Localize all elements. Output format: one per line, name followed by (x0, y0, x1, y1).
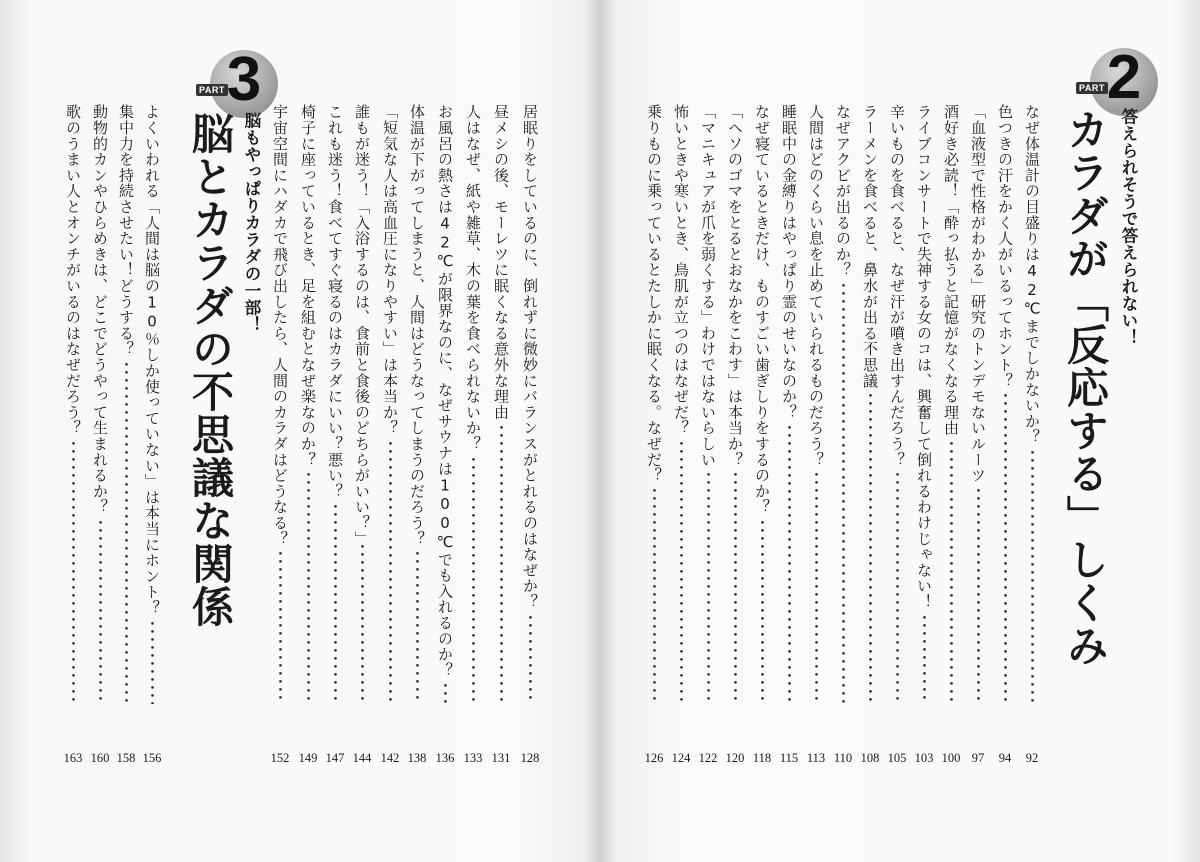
toc-entry-title: 睡眠中の金縛りはやっぱり霊のせいなのか？ ・・・・・・・・・・・・・・・・・・・・・・・・・・・・・・・・・・・・・・・・・・・・・・・・・・・・・・・・・・・・ (777, 104, 801, 704)
toc-entry (885, 104, 909, 772)
part-label: PART (1076, 82, 1108, 94)
toc-entry (433, 104, 457, 772)
part-title: 脳とカラダの不思議な関係 (186, 112, 235, 628)
toc-entry (378, 104, 402, 772)
right-page (602, 0, 1200, 862)
toc-entry-page: 108 (860, 751, 880, 765)
toc-entry-page: 110 (833, 751, 853, 765)
toc-entry (518, 104, 542, 772)
toc-entry-title: お風呂の熱さは42℃が限界なのに、なぜサウナは100℃でも入れるのか？ ・・・・・・・・・・・・・・・・・・・・・・・・・・・・・・・・・・・・・・・・・・・・・・・・・・・・・・・・・・・・ (433, 104, 457, 704)
toc-entry-title: なぜ体温計の目盛りは42℃までしかないか？ ・・・・・・・・・・・・・・・・・・・・・・・・・・・・・・・・・・・・・・・・・・・・・・・・・・・・・・・・・・・・ (1020, 104, 1044, 704)
toc-entry-page: 152 (270, 751, 290, 765)
toc-entry-page: 136 (435, 751, 455, 765)
toc-entry (405, 104, 429, 772)
toc-entry-page: 122 (698, 751, 718, 765)
toc-entry-title: 誰もが迷う！「入浴するのは、食前と食後のどちらがいい？」 ・・・・・・・・・・・・・・・・・・・・・・・・・・・・・・・・・・・・・・・・・・・・・・・・・・・・・・・・・・・・ (350, 104, 374, 704)
toc-entry (642, 104, 666, 772)
toc-entry-page: 113 (806, 751, 826, 765)
part-2-badge (1079, 43, 1158, 116)
toc-entry-title: 人間はどのくらい息を止めていられるものだろう？ ・・・・・・・・・・・・・・・・・・・・・・・・・・・・・・・・・・・・・・・・・・・・・・・・・・・・・・・・・・・・ (804, 104, 828, 704)
toc-entry-title: 動物的カンやひらめきは、どこでどうやって生まれるか？ ・・・・・・・・・・・・・・・・・・・・・・・・・・・・・・・・・・・・・・・・・・・・・・・・・・・・・・・・・・・・ (88, 104, 112, 704)
part-subtitle: 脳もやっぱりカラダの一部！ (242, 112, 261, 333)
toc-entry-title: 怖いときや寒いとき、鳥肌が立つのはなぜだ？ ・・・・・・・・・・・・・・・・・・・・・・・・・・・・・・・・・・・・・・・・・・・・・・・・・・・・・・・・・・・・ (669, 104, 693, 704)
toc-entry-title: 昼メシの後、モーレツに眠くなる意外な理由 ・・・・・・・・・・・・・・・・・・・・・・・・・・・・・・・・・・・・・・・・・・・・・・・・・・・・・・・・・・・・ (489, 104, 513, 704)
toc-entry (831, 104, 855, 772)
toc-entry-page: 120 (725, 751, 745, 765)
toc-entry-page: 100 (941, 751, 961, 765)
toc-entry-page: 158 (116, 751, 136, 765)
toc-entry-title: 色つきの汗をかく人がいるってホント？ ・・・・・・・・・・・・・・・・・・・・・・・・・・・・・・・・・・・・・・・・・・・・・・・・・・・・・・・・・・・・ (993, 104, 1017, 704)
toc-entry-title: 椅子に座っているとき、足を組むとなぜ楽なのか？ ・・・・・・・・・・・・・・・・・・・・・・・・・・・・・・・・・・・・・・・・・・・・・・・・・・・・・・・・・・・・ (296, 104, 320, 704)
toc-entry-page: 126 (644, 751, 664, 765)
toc-entry (140, 104, 164, 772)
toc-entry-title: 「短気な人は高血圧になりやすい」は本当か？ ・・・・・・・・・・・・・・・・・・・・・・・・・・・・・・・・・・・・・・・・・・・・・・・・・・・・・・・・・・・・ (378, 104, 402, 704)
toc-entry-title: 乗りものに乗っているとたしかに眠くなる。なぜだ？ ・・・・・・・・・・・・・・・・・・・・・・・・・・・・・・・・・・・・・・・・・・・・・・・・・・・・・・・・・・・・ (642, 104, 666, 704)
toc-entry-page: 142 (380, 751, 400, 765)
toc-entry-page: 105 (887, 751, 907, 765)
toc-entry-title: なぜ寝ているときだけ、ものすごい歯ぎしりをするのか？ ・・・・・・・・・・・・・・・・・・・・・・・・・・・・・・・・・・・・・・・・・・・・・・・・・・・・・・・・・・・・ (750, 104, 774, 704)
toc-entry (114, 104, 138, 772)
toc-entry (858, 104, 882, 772)
toc-entry-title: 体温が下がってしまうと、人間はどうなってしまうのだろう？ ・・・・・・・・・・・・・・・・・・・・・・・・・・・・・・・・・・・・・・・・・・・・・・・・・・・・・・・・・・・・ (405, 104, 429, 704)
toc-entry-title: よくいわれる「人間は脳の10％しか使っていない」は本当にホント？ ・・・・・・・・・・・・・・・・・・・・・・・・・・・・・・・・・・・・・・・・・・・・・・・・・・・・・・・・・・・・ (140, 104, 164, 704)
toc-entry-title: 「血液型で性格がわかる」研究のトンデモないルーツ ・・・・・・・・・・・・・・・・・・・・・・・・・・・・・・・・・・・・・・・・・・・・・・・・・・・・・・・・・・・・ (966, 104, 990, 704)
toc-entry-title: 「マニキュアが爪を弱くする」わけではないらしい ・・・・・・・・・・・・・・・・・・・・・・・・・・・・・・・・・・・・・・・・・・・・・・・・・・・・・・・・・・・・ (696, 104, 720, 704)
toc-entry-title: これも迷う！食べてすぐ寝るのはカラダにいい？悪い？ ・・・・・・・・・・・・・・・・・・・・・・・・・・・・・・・・・・・・・・・・・・・・・・・・・・・・・・・・・・・・ (323, 104, 347, 704)
toc-entry-page: 92 (1025, 751, 1039, 765)
toc-entry-title: ラーメンを食べると、鼻水が出る不思議 ・・・・・・・・・・・・・・・・・・・・・・・・・・・・・・・・・・・・・・・・・・・・・・・・・・・・・・・・・・・・ (858, 104, 882, 704)
toc-entry-page: 149 (298, 751, 318, 765)
toc-entry-page: 124 (671, 751, 691, 765)
toc-entry-title: 居眠りをしているのに、倒れずに微妙にバランスがとれるのはなぜか？ ・・・・・・・・・・・・・・・・・・・・・・・・・・・・・・・・・・・・・・・・・・・・・・・・・・・・・・・・・・・・ (518, 104, 542, 704)
toc-entry-page: 103 (914, 751, 934, 765)
toc-entry-title: 歌のうまい人とオンチがいるのはなぜだろう？ ・・・・・・・・・・・・・・・・・・・・・・・・・・・・・・・・・・・・・・・・・・・・・・・・・・・・・・・・・・・・ (61, 104, 85, 704)
toc-entry (696, 104, 720, 772)
part-number: 3 (226, 45, 262, 114)
toc-entry-page: 97 (971, 751, 985, 765)
toc-entry-page: 115 (779, 751, 799, 765)
toc-entry (966, 104, 990, 772)
toc-entry-page: 138 (407, 751, 427, 765)
toc-entry-title: 宇宙空間にハダカで飛び出したら、人間のカラダはどうなる？ ・・・・・・・・・・・・・・・・・・・・・・・・・・・・・・・・・・・・・・・・・・・・・・・・・・・・・・・・・・・・ (268, 104, 292, 704)
toc-entry-page: 163 (63, 751, 83, 765)
part-number: 2 (1106, 43, 1142, 112)
toc-entry-page: 128 (520, 751, 540, 765)
toc-entry (939, 104, 963, 772)
toc-entry-title: 酒好き必読！「酔っ払うと記憶がなくなる理由 ・・・・・・・・・・・・・・・・・・・・・・・・・・・・・・・・・・・・・・・・・・・・・・・・・・・・・・・・・・・・ (939, 104, 963, 704)
toc-entry (489, 104, 513, 772)
toc-entry-page: 156 (142, 751, 162, 765)
toc-entry-title: ライブコンサートで失神する女のコは、興奮して倒れるわけじゃない！ ・・・・・・・・・・・・・・・・・・・・・・・・・・・・・・・・・・・・・・・・・・・・・・・・・・・・・・・・・・・・ (912, 104, 936, 704)
toc-entry (350, 104, 374, 772)
toc-entry-title: 集中力を持続させたい！どうする？ ・・・・・・・・・・・・・・・・・・・・・・・・・・・・・・・・・・・・・・・・・・・・・・・・・・・・・・・・・・・・ (114, 104, 138, 704)
toc-entry (993, 104, 1017, 772)
toc-entry-page: 147 (325, 751, 345, 765)
toc-entry-title: 人はなぜ、紙や雑草、木の葉を食べられないか？ ・・・・・・・・・・・・・・・・・・・・・・・・・・・・・・・・・・・・・・・・・・・・・・・・・・・・・・・・・・・・ (461, 104, 485, 704)
toc-entry-page: 160 (90, 751, 110, 765)
left-page (0, 0, 598, 862)
toc-entry (777, 104, 801, 772)
toc-entry-title: 辛いものを食べると、なぜ汗が噴き出すんだろう？ ・・・・・・・・・・・・・・・・・・・・・・・・・・・・・・・・・・・・・・・・・・・・・・・・・・・・・・・・・・・・ (885, 104, 909, 704)
toc-entry (61, 104, 85, 772)
toc-entry (268, 104, 292, 772)
toc-entry (461, 104, 485, 772)
toc-entry (323, 104, 347, 772)
part-subtitle: 答えられそうで答えられない！ (1119, 108, 1138, 346)
toc-entry (804, 104, 828, 772)
toc-entry-page: 131 (491, 751, 511, 765)
part-title: カラダが「反応する」しくみ (1061, 108, 1110, 667)
part-label: PART (196, 84, 228, 96)
toc-entry-title: なぜアクビが出るのか？ ・・・・・・・・・・・・・・・・・・・・・・・・・・・・・・・・・・・・・・・・・・・・・・・・・・・・・・・・・・・・ (831, 104, 855, 704)
toc-entry-page: 118 (752, 751, 772, 765)
toc-entry (750, 104, 774, 772)
toc-entry-page: 144 (352, 751, 372, 765)
toc-entry (723, 104, 747, 772)
toc-entry (88, 104, 112, 772)
toc-entry-title: 「ヘソのゴマをとるとおなかをこわす」は本当か？ ・・・・・・・・・・・・・・・・・・・・・・・・・・・・・・・・・・・・・・・・・・・・・・・・・・・・・・・・・・・・ (723, 104, 747, 704)
toc-entry-page: 133 (463, 751, 483, 765)
toc-entry (912, 104, 936, 772)
toc-entry (296, 104, 320, 772)
toc-entry-page: 94 (998, 751, 1012, 765)
toc-entry (669, 104, 693, 772)
toc-entry (1020, 104, 1044, 772)
